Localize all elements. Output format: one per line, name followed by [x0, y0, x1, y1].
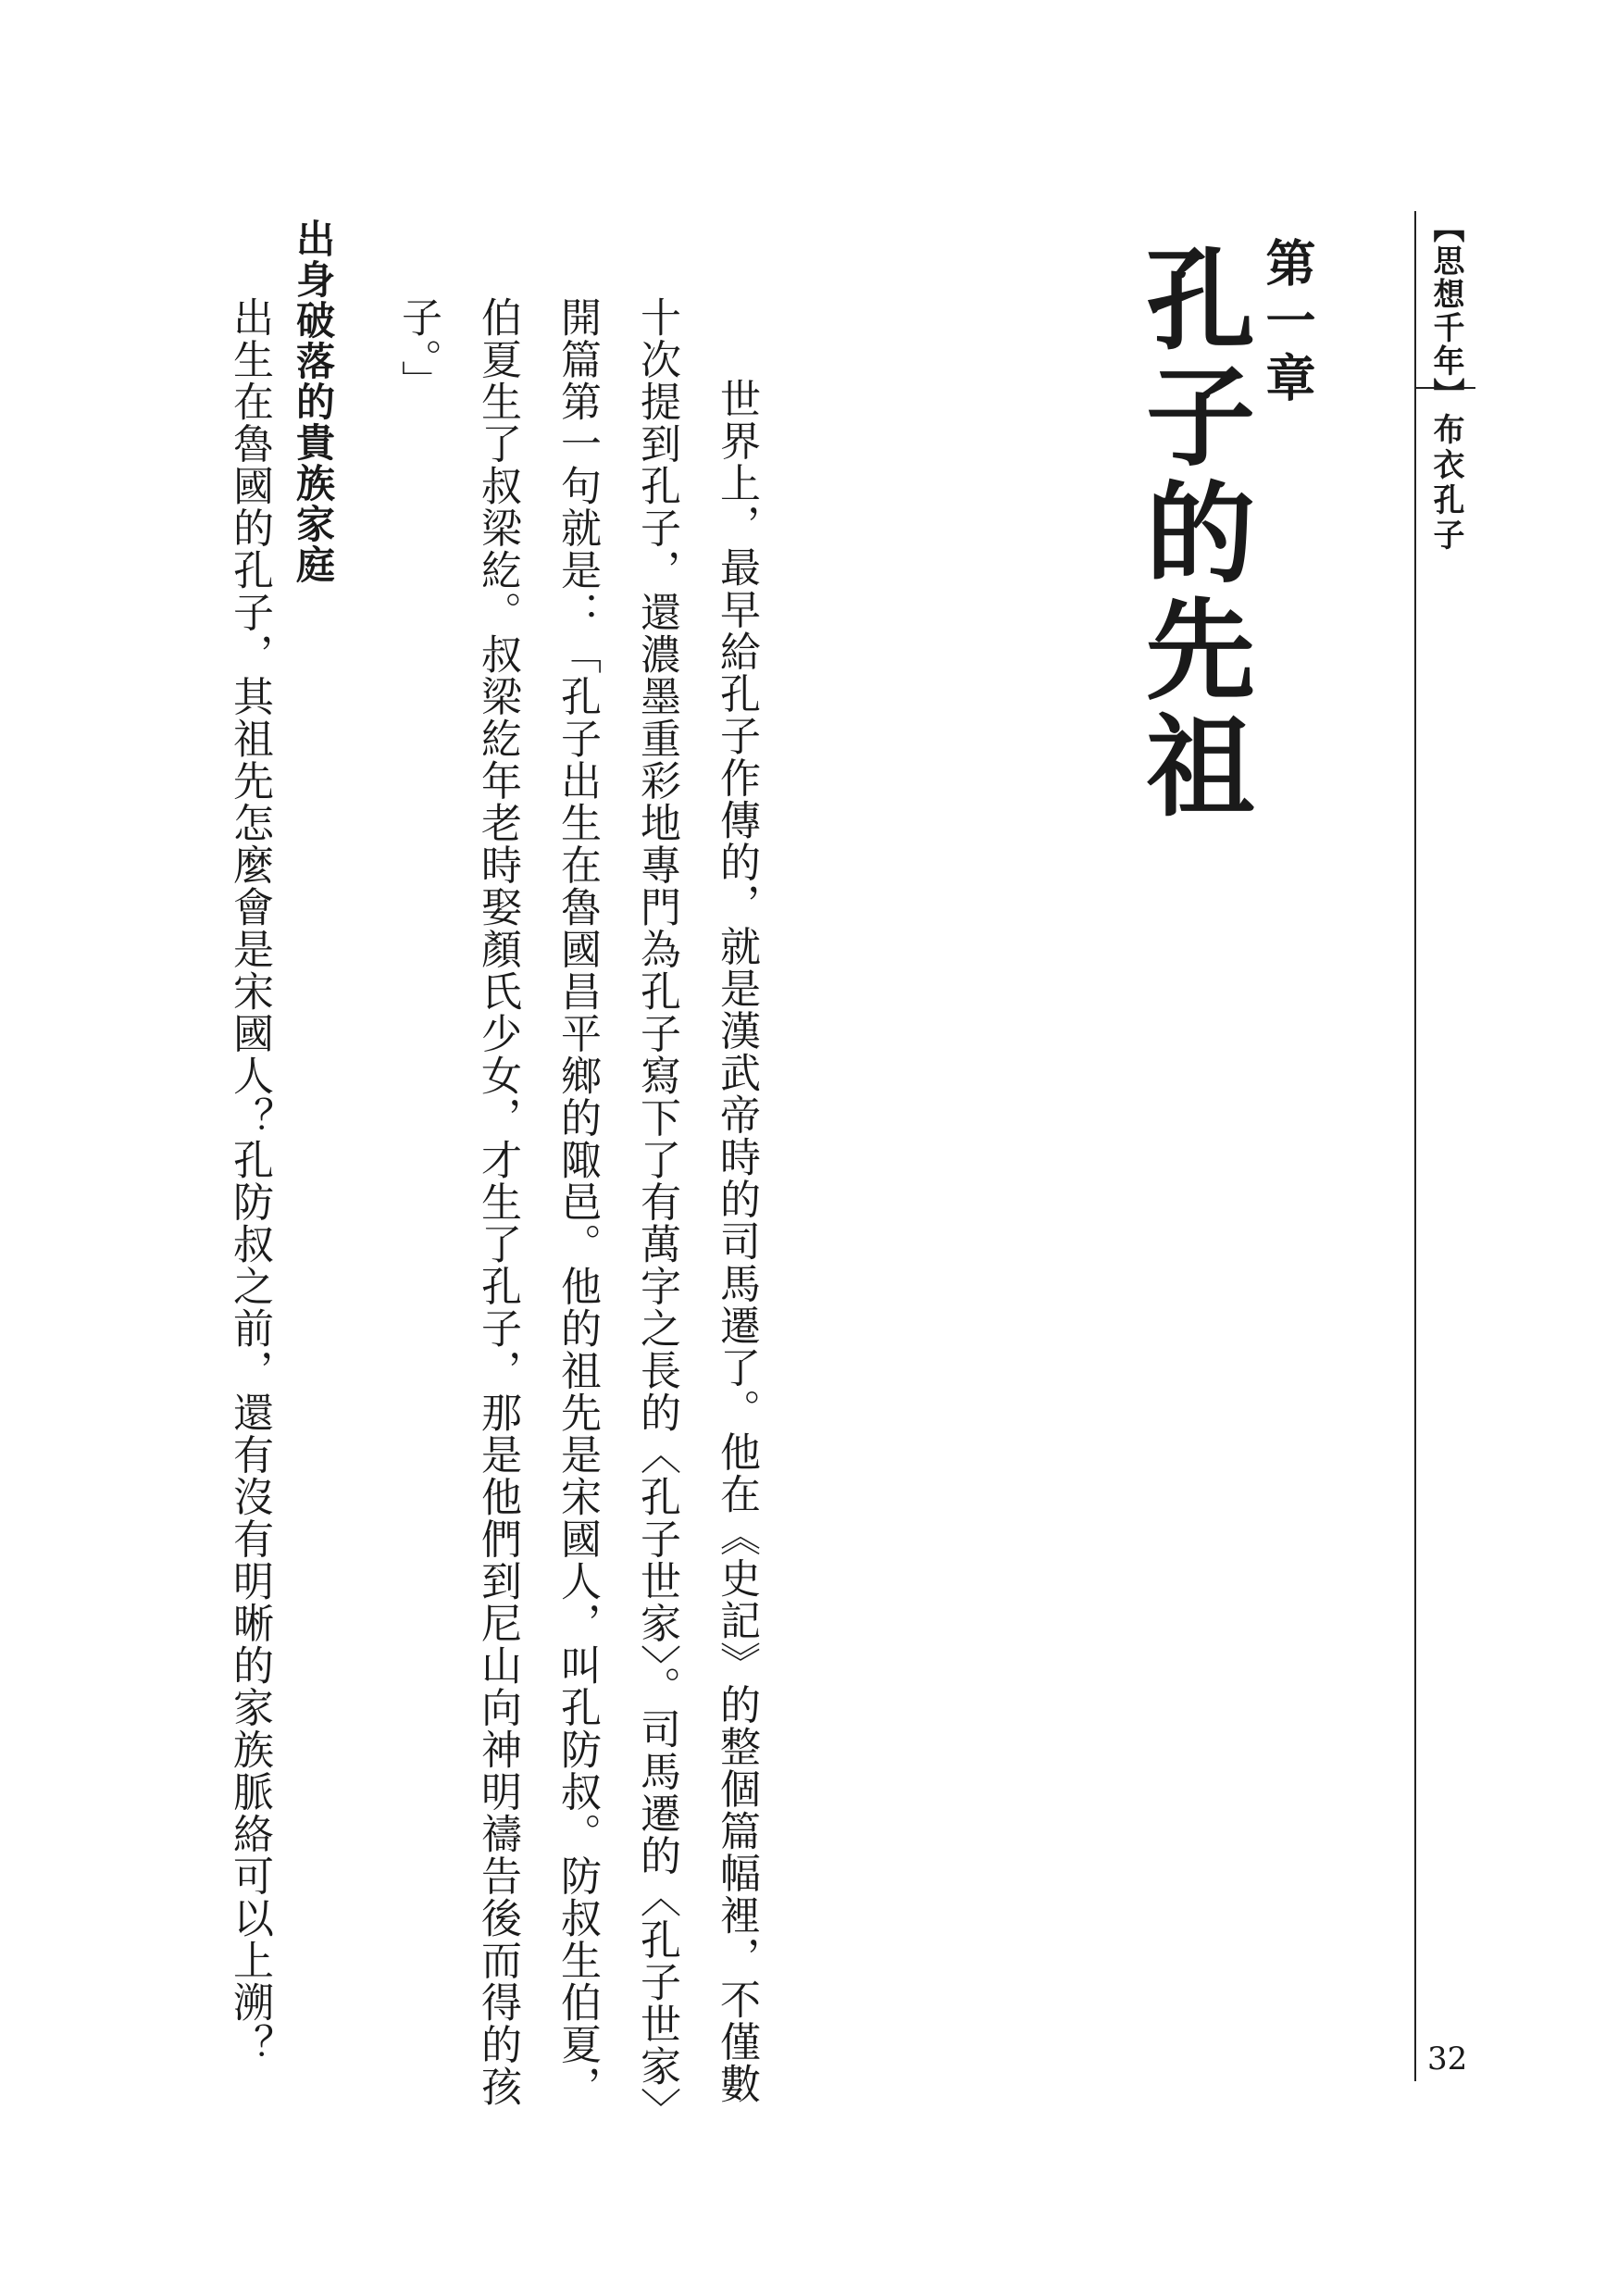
body-paragraph-2: [205, 296, 289, 2111]
chapter-label: 第一章: [1258, 237, 1316, 409]
page-number: 32: [1427, 2040, 1468, 2078]
book-title: 布衣孔子: [1427, 413, 1464, 554]
section-heading: 出身破落的貴族家庭: [291, 218, 336, 585]
running-header: [1414, 211, 1475, 2081]
body-paragraph-1: [387, 296, 776, 2111]
series-title: 【思想千年】: [1427, 211, 1464, 411]
chapter-title: 孔子的先祖: [1127, 243, 1255, 826]
header-divider: [1416, 387, 1475, 389]
paragraph-text: 世界上，最早給孔子作傳的，就是漢武帝時的司馬遷了。他在《史記》的整個篇幅裡，不僅數十次提到孔子，還濃墨重彩地專門為孔子寫下了有萬字之長的〈孔子世家〉。司馬遷的〈孔子世家〉開篇第一句就是：「孔子出生在魯國昌平鄉的陬邑。他的祖先是宋國人，叫孔防叔。防叔生伯夏，伯夏生了叔梁紇。叔梁紇年老時娶顏氏少女，才生了孔子，那是他們到尼山向神明禱告後而得的孩子。」: [394, 296, 760, 2109]
paragraph-text: 出生在魯國的孔子，其祖先怎麼會是宋國人？孔防叔之前，還有沒有明晰的家族脈絡可以上溯？: [226, 296, 273, 2065]
